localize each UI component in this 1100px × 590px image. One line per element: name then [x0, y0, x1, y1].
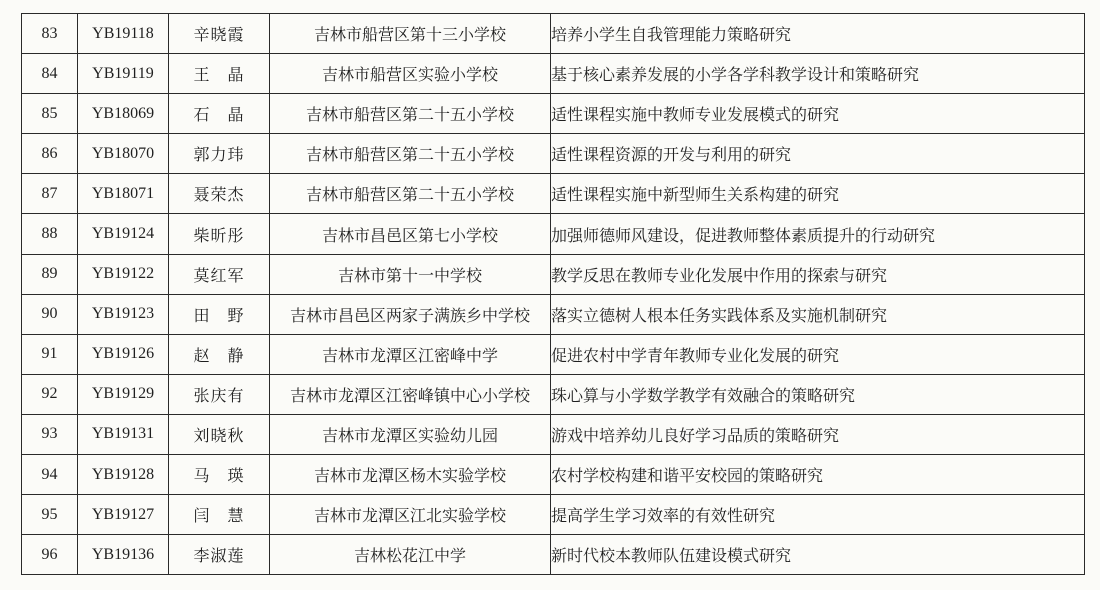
researcher-name: 聂荣杰 [169, 174, 270, 214]
researcher-name: 莫红军 [169, 254, 270, 294]
research-topic: 提高学生学习效率的有效性研究 [551, 495, 1085, 535]
project-code: YB19118 [78, 14, 169, 54]
researcher-name: 刘晓秋 [169, 414, 270, 454]
project-code: YB19123 [78, 294, 169, 334]
table-row [22, 94, 1085, 134]
school-name: 吉林市龙潭区杨木实验学校 [270, 455, 551, 495]
project-code: YB19127 [78, 495, 169, 535]
project-code: YB19136 [78, 535, 169, 575]
table-row [22, 294, 1085, 334]
research-topic: 促进农村中学青年教师专业化发展的研究 [551, 334, 1085, 374]
research-topic: 新时代校本教师队伍建设模式研究 [551, 535, 1085, 575]
project-code: YB19128 [78, 455, 169, 495]
project-code: YB18071 [78, 174, 169, 214]
table-body [22, 14, 1085, 575]
table-row [22, 54, 1085, 94]
table-row [22, 254, 1085, 294]
project-code: YB18070 [78, 134, 169, 174]
research-topic: 加强师德师风建设，促进教师整体素质提升的行动研究 [551, 214, 1085, 254]
school-name: 吉林市龙潭区江北实验学校 [270, 495, 551, 535]
researcher-name: 石 晶 [169, 94, 270, 134]
researcher-name: 辛晓霞 [169, 14, 270, 54]
project-code: YB19129 [78, 374, 169, 414]
researcher-name: 赵 静 [169, 334, 270, 374]
row-number: 94 [22, 455, 78, 495]
row-number: 85 [22, 94, 78, 134]
research-topic: 农村学校构建和谐平安校园的策略研究 [551, 455, 1085, 495]
school-name: 吉林市龙潭区江密峰中学 [270, 334, 551, 374]
school-name: 吉林市船营区第十三小学校 [270, 14, 551, 54]
row-number: 83 [22, 14, 78, 54]
researcher-name: 闫 慧 [169, 495, 270, 535]
project-table [21, 13, 1085, 575]
row-number: 86 [22, 134, 78, 174]
table-row [22, 174, 1085, 214]
row-number: 89 [22, 254, 78, 294]
research-topic: 基于核心素养发展的小学各学科教学设计和策略研究 [551, 54, 1085, 94]
research-topic: 适性课程实施中新型师生关系构建的研究 [551, 174, 1085, 214]
school-name: 吉林市昌邑区两家子满族乡中学校 [270, 294, 551, 334]
researcher-name: 王 晶 [169, 54, 270, 94]
project-code: YB19119 [78, 54, 169, 94]
school-name: 吉林市船营区实验小学校 [270, 54, 551, 94]
table-row [22, 134, 1085, 174]
school-name: 吉林市船营区第二十五小学校 [270, 134, 551, 174]
school-name: 吉林市船营区第二十五小学校 [270, 174, 551, 214]
research-topic: 培养小学生自我管理能力策略研究 [551, 14, 1085, 54]
researcher-name: 郭力玮 [169, 134, 270, 174]
table-row [22, 214, 1085, 254]
row-number: 87 [22, 174, 78, 214]
project-code: YB19131 [78, 414, 169, 454]
table-row [22, 455, 1085, 495]
school-name: 吉林市第十一中学校 [270, 254, 551, 294]
school-name: 吉林市龙潭区实验幼儿园 [270, 414, 551, 454]
project-code: YB19122 [78, 254, 169, 294]
table-row [22, 495, 1085, 535]
researcher-name: 田 野 [169, 294, 270, 334]
row-number: 91 [22, 334, 78, 374]
project-code: YB19126 [78, 334, 169, 374]
table-row [22, 414, 1085, 454]
school-name: 吉林市龙潭区江密峰镇中心小学校 [270, 374, 551, 414]
table-row [22, 334, 1085, 374]
table-row [22, 374, 1085, 414]
row-number: 88 [22, 214, 78, 254]
school-name: 吉林市船营区第二十五小学校 [270, 94, 551, 134]
research-topic: 珠心算与小学数学教学有效融合的策略研究 [551, 374, 1085, 414]
researcher-name: 张庆有 [169, 374, 270, 414]
research-topic: 教学反思在教师专业化发展中作用的探索与研究 [551, 254, 1085, 294]
researcher-name: 柴昕彤 [169, 214, 270, 254]
researcher-name: 马 瑛 [169, 455, 270, 495]
project-code: YB18069 [78, 94, 169, 134]
research-topic: 落实立德树人根本任务实践体系及实施机制研究 [551, 294, 1085, 334]
researcher-name: 李淑莲 [169, 535, 270, 575]
row-number: 90 [22, 294, 78, 334]
row-number: 93 [22, 414, 78, 454]
table-row [22, 535, 1085, 575]
row-number: 95 [22, 495, 78, 535]
research-topic: 游戏中培养幼儿良好学习品质的策略研究 [551, 414, 1085, 454]
research-topic: 适性课程实施中教师专业发展模式的研究 [551, 94, 1085, 134]
research-topic: 适性课程资源的开发与利用的研究 [551, 134, 1085, 174]
row-number: 96 [22, 535, 78, 575]
project-code: YB19124 [78, 214, 169, 254]
school-name: 吉林松花江中学 [270, 535, 551, 575]
row-number: 84 [22, 54, 78, 94]
school-name: 吉林市昌邑区第七小学校 [270, 214, 551, 254]
row-number: 92 [22, 374, 78, 414]
table-row [22, 14, 1085, 54]
